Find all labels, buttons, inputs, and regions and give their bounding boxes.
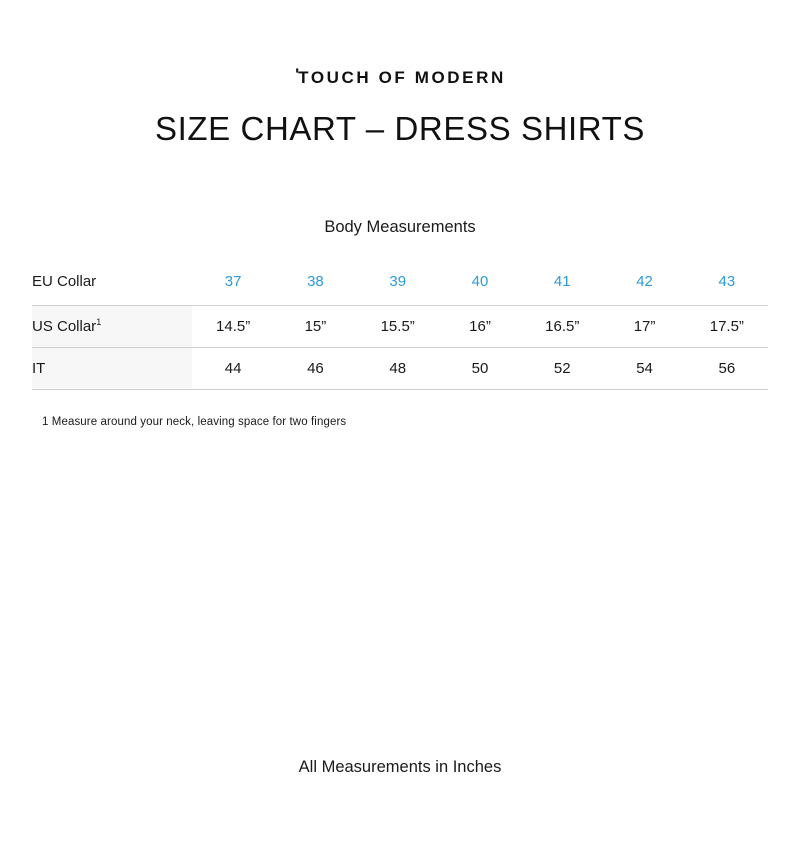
header-value-cell: 39 [357, 259, 439, 305]
header-value-cell: 38 [274, 259, 356, 305]
row-value-cell: 15” [274, 305, 356, 347]
header-label-cell: EU Collar [32, 259, 192, 305]
row-value-cell: 15.5” [357, 305, 439, 347]
row-value-cell: 50 [439, 347, 521, 389]
table-row [32, 305, 768, 347]
table-row [32, 347, 768, 389]
row-value-cell: 14.5” [192, 305, 274, 347]
row-value-cell: 52 [521, 347, 603, 389]
header-value-cell: 43 [686, 259, 768, 305]
row-label-footnote-marker: 1 [96, 317, 102, 327]
row-value-cell: 44 [192, 347, 274, 389]
brand-name: TOUCH OF MODERN [298, 68, 506, 87]
row-label-text: US Collar [32, 318, 97, 335]
section-heading: Body Measurements [324, 218, 476, 236]
footnote-text: 1 Measure around your neck, leaving space for two fingers [42, 415, 347, 428]
size-table [32, 259, 768, 390]
size-chart-page [0, 65, 800, 868]
header-value-cell: 37 [192, 259, 274, 305]
bottom-note: All Measurements in Inches [298, 758, 502, 776]
header-value-cell: 40 [439, 259, 521, 305]
row-label-cell [32, 305, 192, 347]
row-label-text: IT [32, 360, 46, 377]
header-value-cell: 41 [521, 259, 603, 305]
size-table-wrapper [32, 259, 768, 390]
row-value-cell: 56 [686, 347, 768, 389]
row-value-cell: 16” [439, 305, 521, 347]
row-value-cell: 17.5” [686, 305, 768, 347]
row-value-cell: 48 [357, 347, 439, 389]
brand-tick-mark: ' [295, 65, 300, 84]
row-value-cell: 16.5” [521, 305, 603, 347]
table-header-row [32, 259, 768, 305]
row-label-cell [32, 347, 192, 389]
row-value-cell: 17” [603, 305, 685, 347]
row-value-cell: 46 [274, 347, 356, 389]
header-value-cell: 42 [603, 259, 685, 305]
row-value-cell: 54 [603, 347, 685, 389]
page-title: SIZE CHART – DRESS SHIRTS [155, 110, 645, 147]
brand-logo [0, 65, 800, 88]
